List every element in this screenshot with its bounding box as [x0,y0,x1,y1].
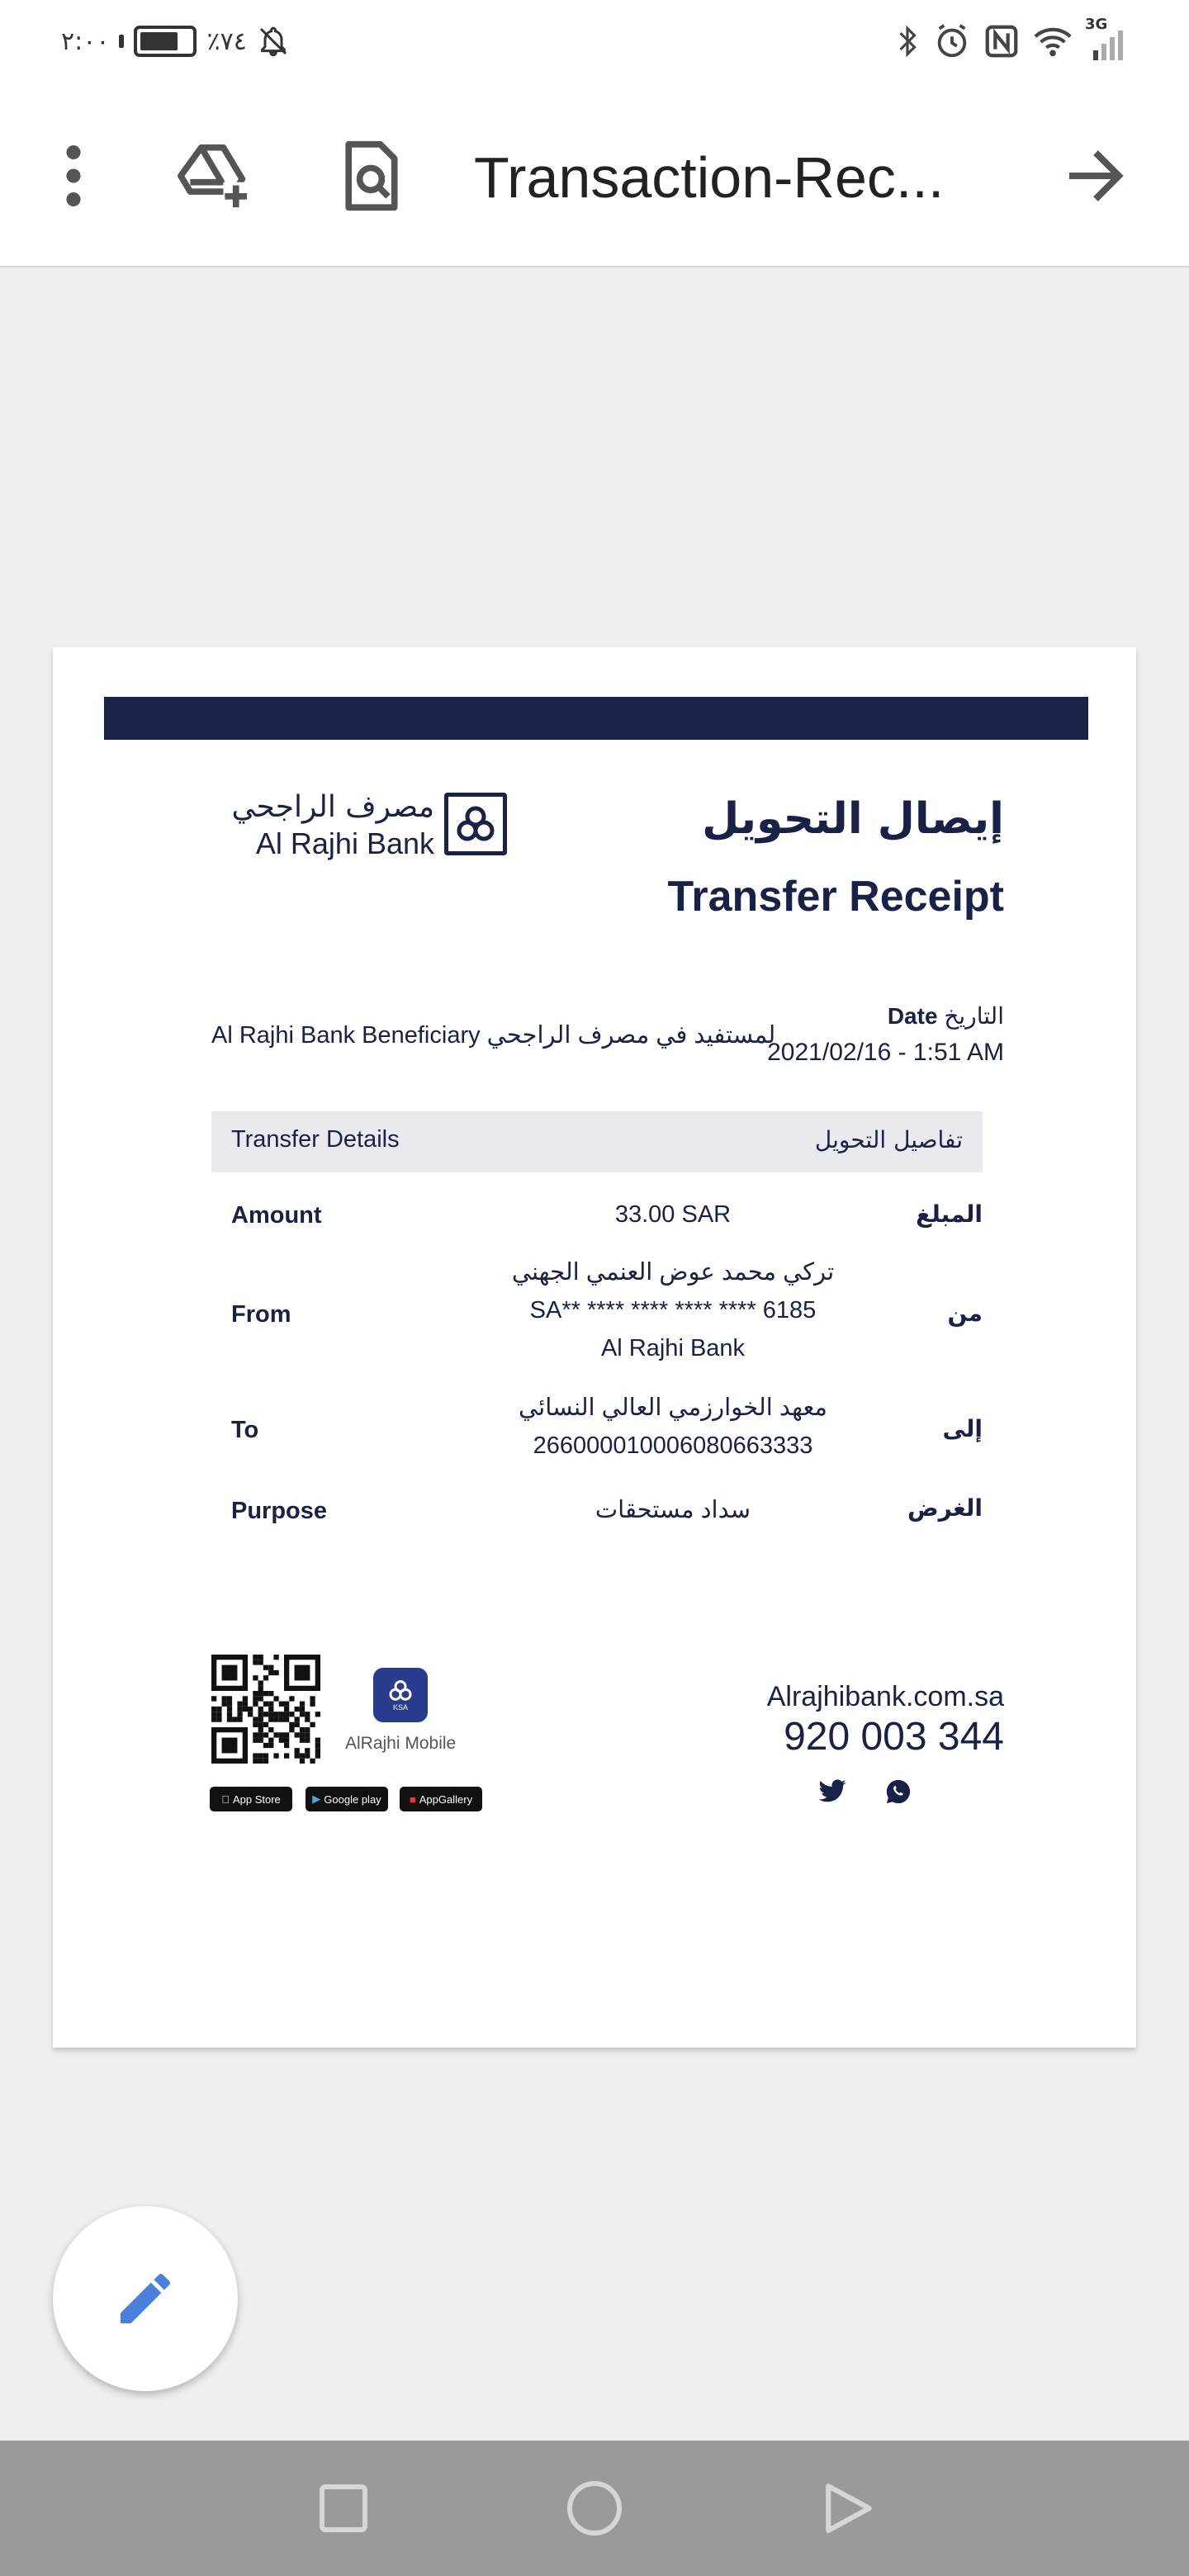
date-label [888,1002,1004,1030]
status-left-group [61,18,290,64]
huawei-icon: ■ [409,1792,416,1806]
qr-code [211,1655,320,1764]
bluetooth-icon [893,23,921,59]
battery-nub [119,35,124,48]
purpose-label: Purpose [231,1498,328,1524]
transfer-details-header [211,1111,983,1172]
to-label-ar: إلى [942,1415,983,1442]
beneficiary-type: Al Rajhi Bank Beneficiary لمستفيد في مصرف الراجحي [211,1022,776,1049]
whatsapp-icon[interactable] [882,1775,915,1808]
alrajhi-mobile-app-icon[interactable] [373,1668,428,1722]
to-value [466,1389,880,1465]
logo-text-ar: مصرف الراجحي [231,790,434,824]
receipt-title-ar: إيصال التحويل [702,794,1004,844]
mobile-badge: KSA [392,1703,408,1712]
add-to-drive-icon[interactable] [168,130,259,221]
from-label: From [231,1301,291,1328]
arrow-forward-icon[interactable] [1050,130,1141,221]
app-store-label: App Store [229,1792,277,1806]
more-vert-icon[interactable] [28,130,119,221]
to-name: معهد الخوارزمي العالي النسائي [519,1395,827,1421]
battery-percent: ٪٧٤ [206,26,247,56]
status-right-group [893,18,1128,64]
from-name: تركي محمد عوض العنمي الجهني [511,1259,835,1286]
date-label-en: Date [887,1003,938,1029]
google-play-label: Google play [324,1792,381,1806]
google-play-badge[interactable] [306,1787,388,1811]
network-type: 3G [1085,16,1108,33]
app-store-badge[interactable] [210,1787,292,1811]
details-header-en: Transfer Details [231,1126,400,1153]
signal-icon [1092,27,1128,60]
alarm-icon [933,22,971,60]
from-account: SA** **** **** **** **** 6185 [529,1297,817,1324]
amount-label-ar: المبلغ [916,1200,983,1228]
logo-text-en: Al Rajhi Bank [255,826,434,860]
purpose-value [466,1491,880,1529]
from-value [466,1253,880,1367]
battery-fill [140,32,177,50]
amount-label: Amount [231,1202,322,1229]
from-bank: Al Rajhi Bank [600,1335,746,1361]
from-label-ar: من [947,1300,983,1327]
apple-icon [221,1793,230,1806]
status-time: ٢:٠٠ [61,26,110,56]
details-header-ar: تفاصيل التحويل [814,1126,963,1153]
twitter-icon[interactable] [816,1775,849,1808]
back-icon[interactable] [814,2474,883,2543]
purpose-label-ar: الغرض [907,1494,983,1522]
status-bar [0,0,1189,83]
to-account: 266000010006080663333 [533,1432,813,1459]
date-label-ar: التاريخ [944,1003,1004,1029]
logo-mark-icon [444,793,507,855]
mobile-app-label: AlRajhi Mobile [345,1734,457,1753]
navigation-bar [0,2441,1189,2576]
to-label: To [231,1417,259,1443]
edit-pencil-icon [112,2266,178,2332]
date-value: 2021/02/16 - 1:51 AM [767,1039,1004,1066]
header-band [104,697,1088,740]
find-in-document-icon[interactable] [325,130,416,221]
website-link[interactable]: Alrajhibank.com.sa [766,1681,1004,1712]
app-gallery-label: AppGallery [419,1792,473,1806]
amount-value-line: 33.00 SAR [614,1201,732,1228]
home-icon[interactable] [560,2474,629,2543]
battery-icon [134,26,197,57]
recent-apps-icon[interactable] [309,2474,378,2543]
bell-off-icon [257,25,290,58]
app-gallery-badge[interactable] [400,1787,482,1811]
signal-group [1085,16,1128,60]
receipt-page[interactable] [53,647,1136,2048]
document-title: Transaction-Rec... [474,145,945,210]
bank-logo [210,789,507,860]
purpose-value-line: سداد مستحقات [594,1497,751,1523]
amount-value [466,1196,880,1234]
wifi-icon [1032,22,1073,60]
edit-fab-button[interactable] [53,2206,238,2391]
receipt-title-en: Transfer Receipt [667,873,1004,921]
phone-number[interactable]: 920 003 344 [784,1715,1004,1759]
nfc-icon [983,22,1021,60]
play-icon: ▶ [312,1792,321,1805]
